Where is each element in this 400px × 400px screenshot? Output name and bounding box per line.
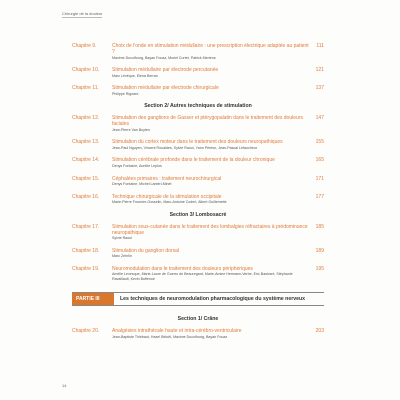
chapter-body — [112, 85, 324, 96]
section-3-entries — [72, 224, 324, 282]
chapter-authors: Sylvie Raoul — [112, 236, 132, 241]
chapter-body — [112, 43, 324, 60]
chapter-page-number: 189 — [315, 247, 324, 254]
chapter-page-number: 203 — [315, 328, 324, 335]
chapter-label: Chapitre 14. — [72, 157, 100, 164]
chapter-authors: Denys Fontaine, Michel Lantéri-Minet — [112, 182, 172, 187]
chapter-label: Chapitre 9. — [72, 43, 97, 49]
section-heading: Section 1/ Crâne — [177, 316, 219, 323]
chapter-page-number: 165 — [315, 157, 324, 164]
chapter-page-number: 147 — [315, 115, 324, 122]
chapter-label: Chapitre 13. — [72, 139, 100, 146]
chapter-authors: Marc Lévêque, Elena Berran — [112, 73, 158, 78]
toc-entry[interactable] — [72, 157, 324, 168]
chapter-body — [112, 194, 324, 205]
chapter-page-number: 195 — [315, 265, 324, 272]
section-heading: Section 2/ Autres techniques de stimulation — [144, 103, 252, 110]
chapter-authors: Jean-Pierre Van Buyten — [112, 127, 150, 132]
chapter-body — [112, 139, 324, 150]
running-header: Chirurgie de la douleur — [62, 11, 103, 16]
chapter-authors: Amélie Levesque, Marie-Laure de Guerro de Beauregard, Marie-Amine Hermann-Verbe, Eric Bautrant, Stéphanie Ravaillault, Kevin Buffenoir — [112, 272, 293, 282]
partie-label: PARTIE III — [72, 293, 114, 306]
chapter-authors: Marc Zehrlin — [112, 254, 132, 259]
entries-top — [72, 43, 324, 96]
chapter-authors: Philippe Rigoard — [112, 91, 139, 96]
toc-entry[interactable] — [72, 139, 324, 150]
chapter-title[interactable]: Céphalées primaires : traitement neurochirurgical — [112, 175, 222, 182]
toc-entry[interactable] — [72, 266, 324, 282]
chapter-authors: Jean-Baptiste Thiébaut, Hazel Béloël, Maxime Ducolfourg, Bayan Fouaz — [112, 334, 228, 339]
toc-entry[interactable] — [72, 224, 324, 241]
chapter-title[interactable]: Stimulation des ganglions de Gasser et ptérygopalatin dans le traitement des douleurs faciales — [112, 115, 303, 128]
chapter-title[interactable]: Stimulation du ganglion dorsal — [112, 247, 179, 254]
chapter-body — [112, 224, 324, 241]
chapter-page-number: 155 — [315, 139, 324, 146]
chapter-label: Chapitre 17. — [72, 223, 100, 230]
chapter-authors: Denys Fontaine, Aurélie Leplus — [112, 163, 162, 168]
chapter-body — [112, 157, 324, 168]
toc-entry[interactable] — [72, 194, 324, 205]
chapter-title[interactable]: Stimulation cérébrale profonde dans le traitement de la douleur chronique — [112, 157, 275, 164]
toc-entry[interactable] — [72, 115, 324, 132]
chapter-authors: Marie-Pierre Fournier-Gosselin, Marc-Antoine Coderl, Albert Guillemette — [112, 200, 227, 205]
chapter-page-number: 121 — [315, 67, 324, 74]
chapter-body — [112, 266, 324, 282]
chapter-title[interactable]: Neuromodulation dans le traitement des douleurs périphériques — [112, 265, 253, 272]
page-number: 14 — [62, 383, 67, 388]
toc-entry[interactable] — [72, 248, 324, 259]
chapter-label: Chapitre 19. — [72, 265, 100, 272]
chapter-title[interactable]: Stimulation du cortex moteur dans le traitement des douleurs neuropathiques — [112, 139, 283, 146]
chapter-body — [112, 67, 324, 78]
chapter-page-number: 177 — [315, 193, 324, 200]
chapter-authors: Maxime Ducolfourg, Bayan Fouaz, Muriel Curtet, Patrick Mertens — [112, 55, 216, 60]
toc-entry[interactable] — [72, 85, 324, 96]
chapter-title[interactable]: Technique chirurgicale de la stimulation occipitale — [112, 193, 222, 200]
toc-entry[interactable] — [72, 67, 324, 78]
chapter-page-number: 111 — [316, 43, 324, 49]
section-1-entries — [72, 328, 324, 339]
chapter-label: Chapitre 16. — [72, 193, 100, 200]
table-of-contents — [72, 43, 324, 346]
chapter-body — [112, 176, 324, 187]
chapter-label: Chapitre 15. — [72, 175, 100, 182]
toc-entry[interactable] — [72, 176, 324, 187]
chapter-title[interactable]: Stimulation médullaire par électrode percutanée — [112, 67, 219, 74]
chapter-authors: Jean-Paul Nguyen, Vincent Roualdes, Sylvie Raoul, Yann Péréon, Jean-Pascal Lefaucheur — [112, 145, 258, 150]
chapter-page-number: 185 — [315, 223, 324, 230]
chapter-body — [112, 248, 324, 259]
chapter-label: Chapitre 18. — [72, 247, 100, 254]
section-heading: Section 3/ Lombosacré — [169, 211, 227, 218]
chapter-body — [112, 328, 324, 339]
chapter-title[interactable]: Stimulation sous-cutanée dans le traitement des lombalgies réfractaires à prédominance neuropathique — [112, 223, 308, 236]
partie-title: Les techniques de neuromodulation pharmacologique du système nerveux — [120, 295, 306, 302]
chapter-title[interactable]: Analgésies intrathécale haute et intra-cérébro-ventriculaire — [112, 328, 242, 335]
toc-entry[interactable] — [72, 43, 324, 60]
chapter-label: Chapitre 20. — [72, 328, 100, 335]
chapter-label: Chapitre 11. — [72, 85, 99, 92]
chapter-page-number: 171 — [315, 175, 324, 182]
chapter-title[interactable]: Stimulation médullaire par électrode chirurgicale — [112, 85, 219, 92]
chapter-label: Chapitre 10. — [72, 67, 100, 74]
chapter-page-number: 137 — [315, 85, 324, 92]
partie-banner — [72, 292, 324, 307]
toc-entry[interactable] — [72, 328, 324, 339]
chapter-label: Chapitre 12. — [72, 115, 100, 122]
section-2-entries — [72, 115, 324, 204]
chapter-title[interactable]: Choix de l'onde en stimulation médullaire : une prescription électrique adaptée au patient ? — [112, 43, 309, 55]
chapter-body — [112, 115, 324, 132]
